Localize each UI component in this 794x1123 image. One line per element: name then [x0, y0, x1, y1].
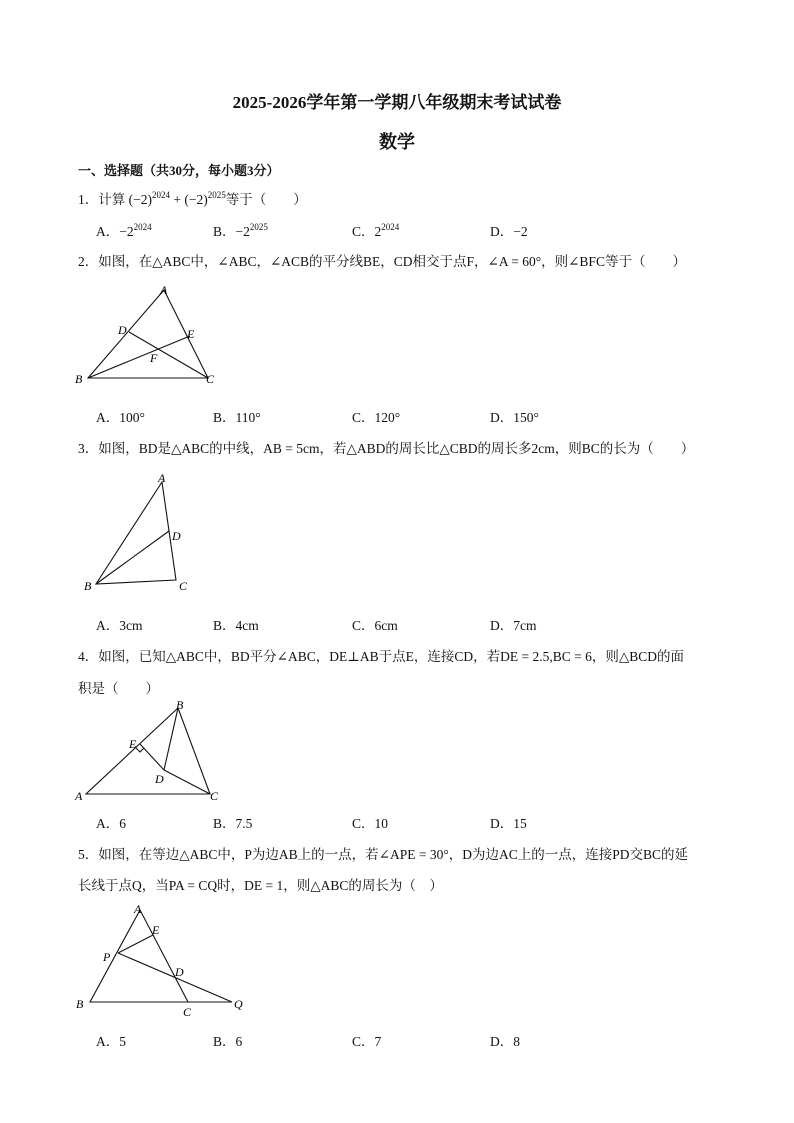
- q2-option-c[interactable]: C．120°: [352, 410, 401, 425]
- q3-figure: [80, 468, 200, 598]
- q4-label-c: C: [210, 789, 219, 803]
- q4-option-d[interactable]: D．15: [490, 816, 527, 831]
- q1-option-a-label: A．: [96, 224, 120, 239]
- q1-option-c-value: 2: [374, 224, 382, 239]
- q3-label-c: C: [179, 579, 188, 593]
- q1-exp-b: 2025: [207, 190, 226, 200]
- q2-label-d: D: [118, 323, 127, 337]
- q1-option-a-exp: 2024: [133, 222, 152, 232]
- q4-option-c[interactable]: C．10: [352, 816, 389, 831]
- q1-exp-a: 2024: [151, 190, 170, 200]
- q2-label-e: E: [187, 327, 195, 341]
- q3-label-b: B: [84, 579, 92, 593]
- q4-figure: [70, 698, 230, 806]
- q3-label-a: A: [158, 471, 166, 485]
- question-3-stem: 3．如图，BD是△ABC的中线，AB = 5cm，若△ABD的周长比△CBD的周长多2cm，则BC的长为（ ）: [78, 441, 695, 456]
- q5-label-p: P: [103, 950, 111, 964]
- q1-plus: +: [169, 192, 185, 207]
- q4-bisector-bd: [164, 708, 178, 770]
- q4-segment-cd: [164, 770, 210, 794]
- q5-label-e: E: [152, 923, 160, 937]
- q3-option-c[interactable]: C．6cm: [352, 618, 398, 633]
- q4-label-b: B: [176, 698, 184, 712]
- q4-label-a: A: [75, 789, 83, 803]
- q1-option-a[interactable]: [96, 220, 152, 240]
- q5-label-q: Q: [234, 997, 243, 1011]
- q2-label-f: F: [150, 351, 158, 365]
- q5-label-b: B: [76, 997, 84, 1011]
- q2-option-b[interactable]: B．110°: [213, 410, 261, 425]
- q5-label-d: D: [175, 965, 184, 979]
- q5-segment-pe: [118, 935, 153, 953]
- q4-label-d: D: [155, 772, 164, 786]
- q3-triangle-abc: [96, 482, 176, 584]
- question-5-stem-line1: 5．如图，在等边△ABC中，P为边AB上的一点，若∠APE = 30°，D为边AC上的一点，连接PD交BC的延: [78, 847, 688, 862]
- q1-option-b[interactable]: [213, 220, 268, 240]
- q2-label-b: B: [75, 372, 83, 386]
- subject-title: 数学: [379, 132, 415, 152]
- question-4-stem-line2: 积是（ ）: [78, 681, 159, 696]
- q2-bisector-be: [88, 336, 190, 378]
- q1-prefix: 1．计算: [78, 192, 129, 207]
- q5-label-c: C: [183, 1005, 192, 1019]
- q2-label-c: C: [206, 372, 215, 386]
- section-heading: 一、选择题（共30分，每小题3分）: [78, 163, 280, 178]
- q3-option-d[interactable]: D．7cm: [490, 618, 537, 633]
- q4-option-a[interactable]: A．6: [96, 816, 126, 831]
- q2-option-d[interactable]: D．150°: [490, 410, 539, 425]
- q4-right-angle-mark: [136, 748, 144, 752]
- q5-figure: [70, 898, 260, 1020]
- q4-option-b[interactable]: B．7.5: [213, 816, 253, 831]
- q1-suffix: 等于（ ）: [225, 192, 307, 207]
- q2-option-a[interactable]: A．100°: [96, 410, 145, 425]
- q1-option-b-exp: 2025: [249, 222, 268, 232]
- q1-option-b-label: B．: [213, 224, 236, 239]
- q3-label-d: D: [172, 529, 181, 543]
- q5-option-d[interactable]: D．8: [490, 1034, 520, 1049]
- q5-label-a: A: [134, 902, 142, 916]
- q2-label-a: A: [160, 283, 168, 297]
- q2-figure: [70, 280, 230, 390]
- question-5-stem-line2: 长线于点Q，当PA = CQ时，DE = 1，则△ABC的周长为（ ）: [78, 878, 443, 893]
- question-4-stem-line1: 4．如图，已知△ABC中，BD平分∠ABC，DE⊥AB于点E，连接CD，若DE = 2.5,BC = 6，则△BCD的面: [78, 649, 685, 664]
- q3-median-bd: [96, 531, 169, 584]
- question-1-stem: [78, 188, 307, 208]
- q5-option-a[interactable]: A．5: [96, 1034, 126, 1049]
- q1-option-d[interactable]: D．−2: [490, 224, 528, 239]
- exam-title: 2025-2026学年第一学期八年级期末考试试卷: [232, 93, 562, 112]
- q4-triangle-abc: [86, 708, 210, 794]
- q1-option-c[interactable]: [352, 220, 399, 240]
- q1-option-a-value: −2: [119, 224, 134, 239]
- q1-option-c-exp: 2024: [381, 222, 400, 232]
- q1-option-b-value: −2: [235, 224, 250, 239]
- q3-option-b[interactable]: B．4cm: [213, 618, 259, 633]
- q5-option-b[interactable]: B．6: [213, 1034, 243, 1049]
- q1-term-a: (−2): [128, 192, 152, 207]
- q1-option-c-label: C．: [352, 224, 375, 239]
- question-2-stem: 2．如图，在△ABC中，∠ABC，∠ACB的平分线BE，CD相交于点F，∠A = 60°，则∠BFC等于（ ）: [78, 254, 686, 269]
- q1-term-b: (−2): [184, 192, 208, 207]
- q5-option-c[interactable]: C．7: [352, 1034, 382, 1049]
- q3-option-a[interactable]: A．3cm: [96, 618, 143, 633]
- q4-label-e: E: [129, 737, 137, 751]
